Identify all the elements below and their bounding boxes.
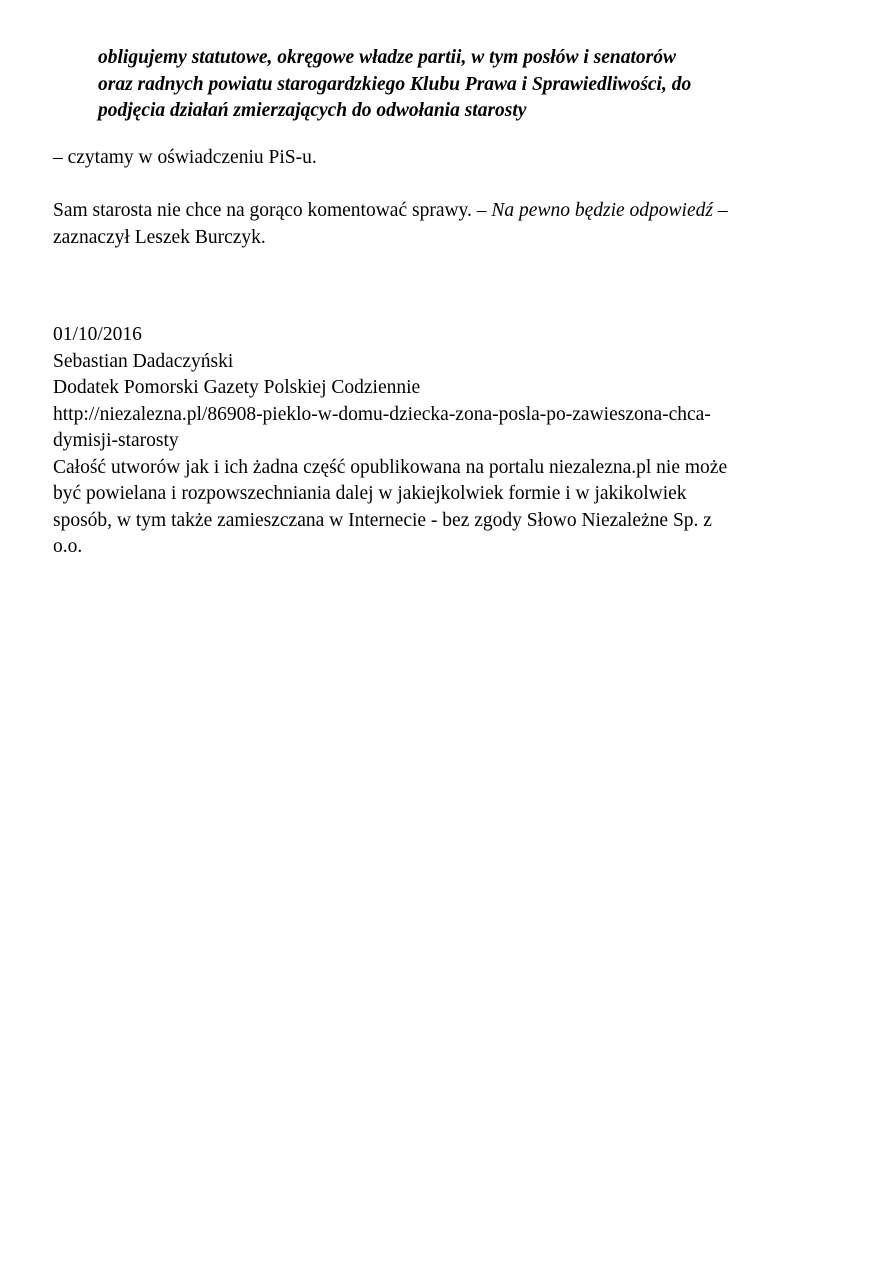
statement-line-2: zaznaczył Leszek Burczyk. <box>53 226 266 248</box>
copyright-line: sposób, w tym także zamieszczana w Internecie - bez zgody Słowo Niezależne Sp. z <box>53 509 712 531</box>
copyright-line: Całość utworów jak i ich żadna część opublikowana na portalu niezalezna.pl nie może <box>53 456 728 478</box>
quote-line: obligujemy statutowe, okręgowe władze partii, w tym posłów i senatorów <box>98 47 676 68</box>
copyright-line: być powielana i rozpowszechniania dalej w jakiejkolwiek formie i w jakikolwiek <box>53 483 687 504</box>
article-date: 01/10/2016 <box>53 324 142 345</box>
quote-block <box>98 45 818 125</box>
statement-line-1 <box>53 198 843 225</box>
article-url: http://niezalezna.pl/86908-pieklo-w-domu-dziecka-zona-posla-po-zawieszona-chca- <box>53 403 711 425</box>
statement-dash: – <box>712 200 728 221</box>
quote-line: oraz radnych powiatu starogardzkiego Klubu Prawa i Sprawiedliwości, do <box>98 73 692 95</box>
article-author: Sebastian Dadaczyński <box>53 350 234 372</box>
article-metadata <box>53 322 843 561</box>
copyright-line: o.o. <box>53 536 83 557</box>
attribution-paragraph <box>53 145 843 172</box>
article-url-continued: dymisji-starosty <box>53 430 179 451</box>
statement-quote: Na pewno będzie odpowiedź <box>491 200 713 221</box>
attribution-text: – czytamy w oświadczeniu PiS-u. <box>53 147 317 168</box>
article-publication: Dodatek Pomorski Gazety Polskiej Codziennie <box>53 377 421 398</box>
quote-line: podjęcia działań zmierzających do odwołania starosty <box>98 100 527 121</box>
statement-paragraph <box>53 198 843 251</box>
statement-text: Sam starosta nie chce na gorąco komentować sprawy. – <box>53 200 492 221</box>
